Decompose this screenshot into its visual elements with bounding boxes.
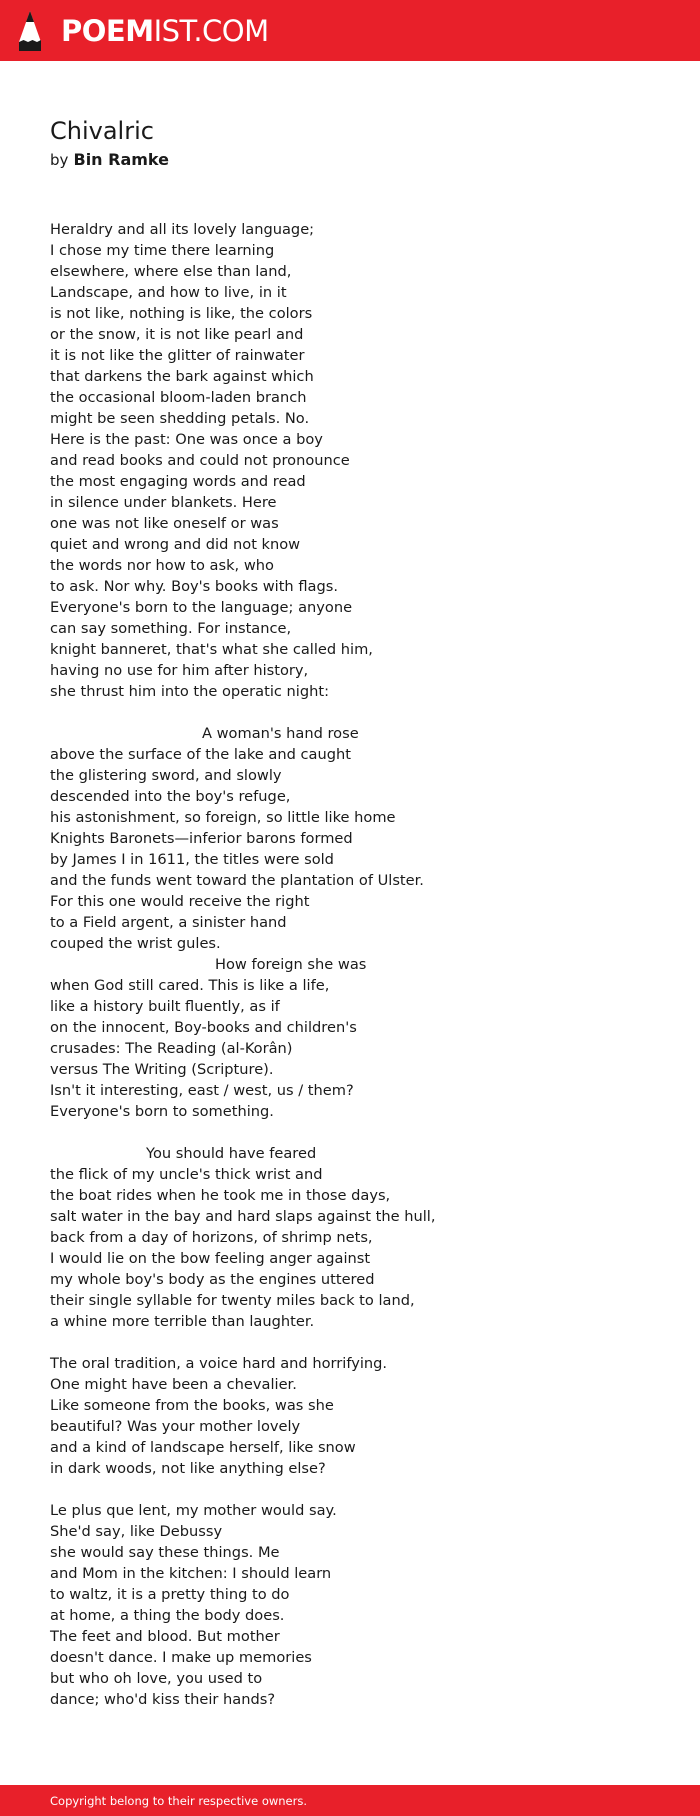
poem-line: the glistering sword, and slowly — [50, 767, 282, 784]
author-name[interactable]: Bin Ramke — [73, 150, 169, 169]
poem-line: at home, a thing the body does. — [50, 1607, 285, 1624]
poem-line: A woman's hand rose — [202, 725, 359, 742]
poem-line: Isn't it interesting, east / west, us / them? — [50, 1082, 354, 1099]
site-logo[interactable] — [17, 10, 269, 52]
poem-line: having no use for him after history, — [50, 662, 309, 679]
poem-line: to waltz, it is a pretty thing to do — [50, 1586, 290, 1603]
stanza-break — [50, 1479, 670, 1500]
poem-line: but who oh love, you used to — [50, 1670, 263, 1687]
poem-line: versus The Writing (Scripture). — [50, 1061, 274, 1078]
poem-line: beautiful? Was your mother lovely — [50, 1418, 301, 1435]
poem-line: elsewhere, where else than land, — [50, 263, 292, 280]
poem-line: You should have feared — [146, 1145, 317, 1162]
poem-line: For this one would receive the right — [50, 893, 310, 910]
poem-line: One might have been a chevalier. — [50, 1376, 297, 1393]
poem-line: and Mom in the kitchen: I should learn — [50, 1565, 332, 1582]
poem-line: in dark woods, not like anything else? — [50, 1460, 326, 1477]
poem-line: by James I in 1611, the titles were sold — [50, 851, 334, 868]
poem-line: doesn't dance. I make up memories — [50, 1649, 312, 1666]
poem-title: Chivalric — [50, 117, 154, 145]
stanza-break — [50, 1122, 670, 1143]
poem-line: Everyone's born to something. — [50, 1103, 274, 1120]
poem-line: above the surface of the lake and caught — [50, 746, 351, 763]
poem-line: Landscape, and how to live, in it — [50, 284, 287, 301]
poem-line: She'd say, like Debussy — [50, 1523, 223, 1540]
poem-line: is not like, nothing is like, the colors — [50, 305, 313, 322]
poem-line: the flick of my uncle's thick wrist and — [50, 1166, 323, 1183]
poem-line: in silence under blankets. Here — [50, 494, 277, 511]
pencil-tip-icon — [17, 10, 43, 52]
poem-line: it is not like the glitter of rainwater — [50, 347, 305, 364]
poem-line: quiet and wrong and did not know — [50, 536, 301, 553]
poem-line: to ask. Nor why. Boy's books with flags. — [50, 578, 338, 595]
poem-line: his astonishment, so foreign, so little like home — [50, 809, 396, 826]
poem-line: How foreign she was — [215, 956, 367, 973]
poem-line: I chose my time there learning — [50, 242, 275, 259]
logo-light-text: IST.COM — [153, 14, 269, 48]
poem-line: Like someone from the books, was she — [50, 1397, 334, 1414]
poem-line: and read books and could not pronounce — [50, 452, 350, 469]
poem-line: salt water in the bay and hard slaps against the hull, — [50, 1208, 436, 1225]
poem-line: back from a day of horizons, of shrimp nets, — [50, 1229, 373, 1246]
poem-line: couped the wrist gules. — [50, 935, 221, 952]
poem-line: she would say these things. Me — [50, 1544, 280, 1561]
poem-line: The feet and blood. But mother — [50, 1628, 280, 1645]
poem-body — [50, 219, 670, 1710]
poem-line: she thrust him into the operatic night: — [50, 683, 330, 700]
poem-line: the occasional bloom-laden branch — [50, 389, 307, 406]
poem-line: or the snow, it is not like pearl and — [50, 326, 304, 343]
poem-line: the boat rides when he took me in those days, — [50, 1187, 391, 1204]
poem-line: one was not like oneself or was — [50, 515, 279, 532]
copyright-text: Copyright belong to their respective owners. — [50, 1794, 308, 1808]
logo-bold-text: POEM — [61, 14, 154, 48]
poem-line: I would lie on the bow feeling anger against — [50, 1250, 371, 1267]
poem-line: the most engaging words and read — [50, 473, 306, 490]
poem-line: might be seen shedding petals. No. — [50, 410, 310, 427]
poem-line: my whole boy's body as the engines uttered — [50, 1271, 375, 1288]
poem-line: The oral tradition, a voice hard and horrifying. — [50, 1355, 388, 1372]
site-header — [0, 0, 700, 61]
poem-line: like a history built fluently, as if — [50, 998, 280, 1015]
poem-line: Le plus que lent, my mother would say. — [50, 1502, 337, 1519]
poem-line: Here is the past: One was once a boy — [50, 431, 323, 448]
site-footer — [0, 1785, 700, 1816]
poem-line: knight banneret, that's what she called him, — [50, 641, 373, 658]
stanza-break — [50, 1332, 670, 1353]
poem-line: a whine more terrible than laughter. — [50, 1313, 315, 1330]
poem-line: crusades: The Reading (al-Korân) — [50, 1040, 293, 1057]
byline — [50, 149, 670, 171]
poem-line: can say something. For instance, — [50, 620, 292, 637]
poem-line: to a Field argent, a sinister hand — [50, 914, 287, 931]
poem-line: on the innocent, Boy-books and children's — [50, 1019, 357, 1036]
poem-line: Knights Baronets—inferior barons formed — [50, 830, 353, 847]
by-label: by — [50, 151, 69, 169]
poem-line: Everyone's born to the language; anyone — [50, 599, 353, 616]
poem-line: and the funds went toward the plantation of Ulster. — [50, 872, 424, 889]
poem-line: and a kind of landscape herself, like snow — [50, 1439, 356, 1456]
poem-line: when God still cared. This is like a life, — [50, 977, 330, 994]
logo-wordmark — [61, 10, 269, 52]
poem-line: that darkens the bark against which — [50, 368, 314, 385]
poem-line: descended into the boy's refuge, — [50, 788, 291, 805]
poem-line: the words nor how to ask, who — [50, 557, 274, 574]
poem-line: their single syllable for twenty miles back to land, — [50, 1292, 415, 1309]
poem-header — [50, 114, 670, 171]
stanza-break — [50, 702, 670, 723]
poem-line: dance; who'd kiss their hands? — [50, 1691, 276, 1708]
poem-line: Heraldry and all its lovely language; — [50, 221, 315, 238]
